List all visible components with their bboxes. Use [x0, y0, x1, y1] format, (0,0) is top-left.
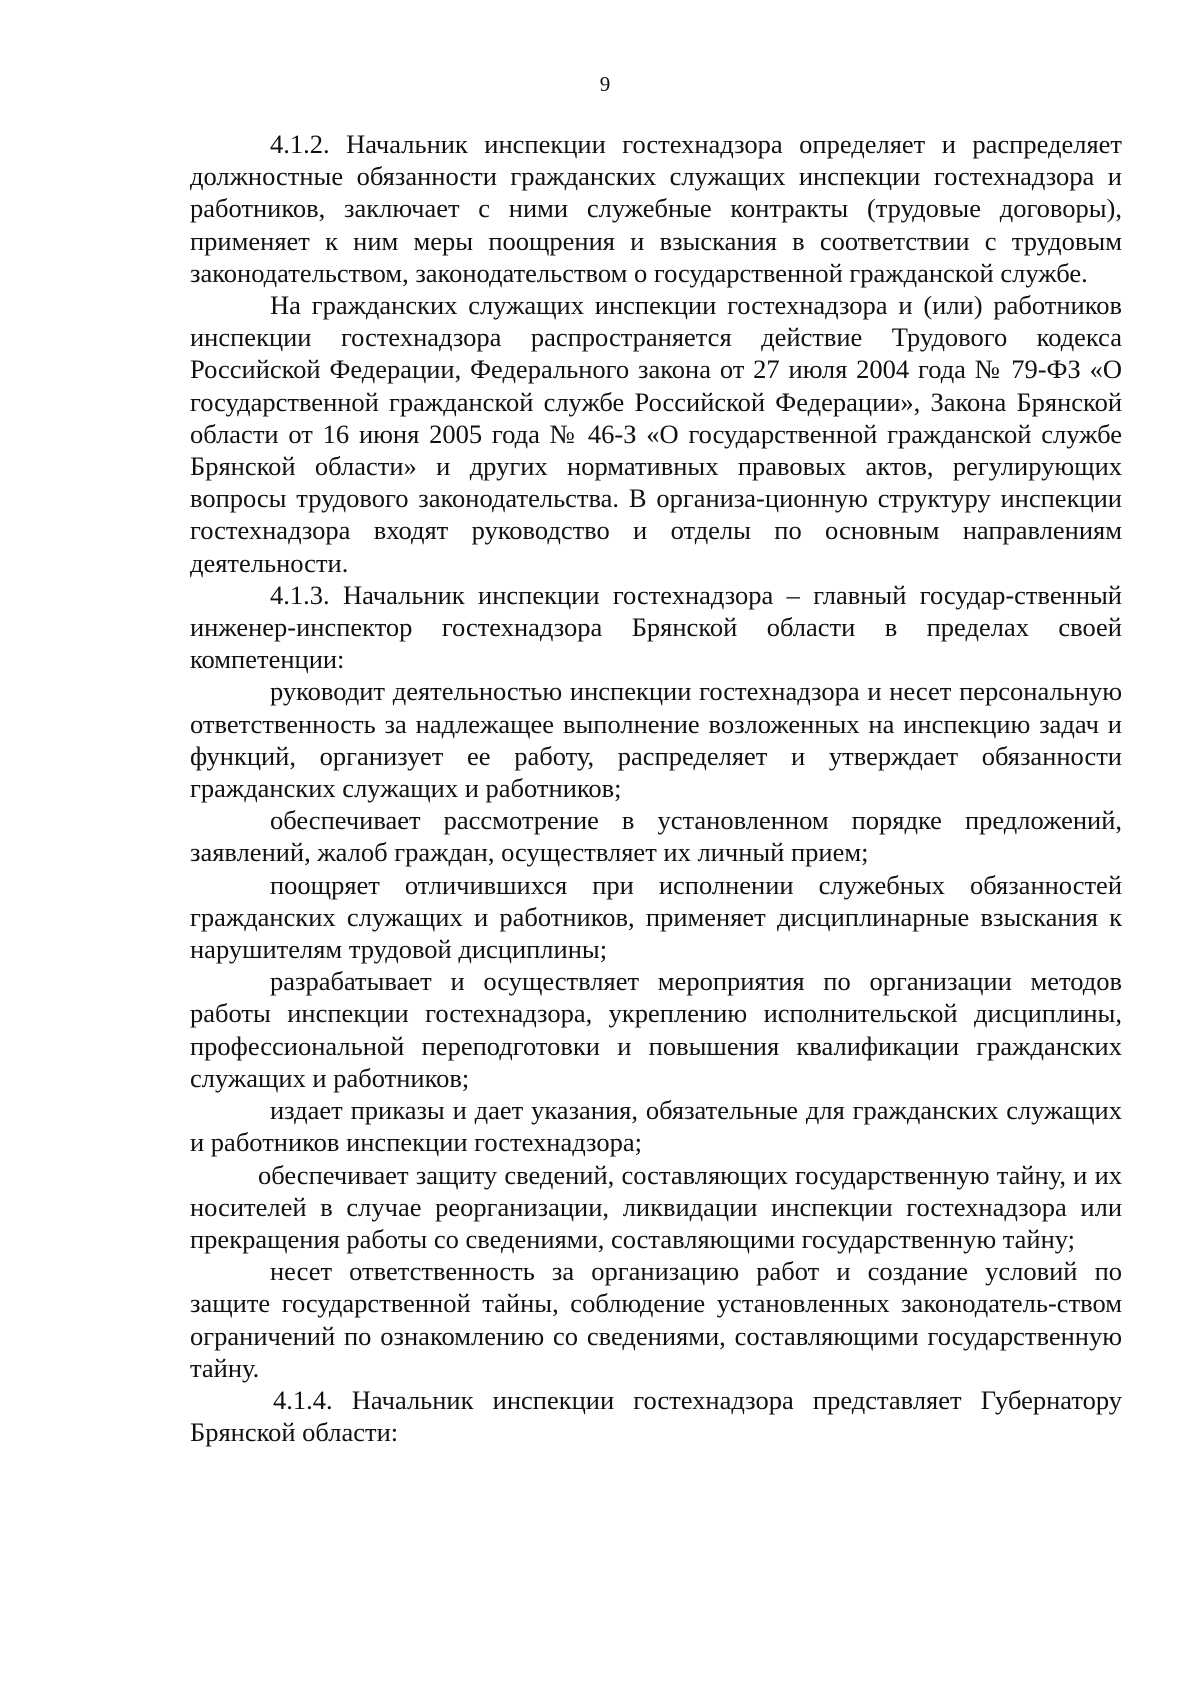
paragraph-4-1-4: 4.1.4. Начальник инспекции гостехнадзора представляет Губернатору Брянской области:	[190, 1384, 1122, 1448]
duty-item-manages: руководит деятельностью инспекции гостехнадзора и несет персональную ответственность за надлежащее выполнение возложенных на инспекцию задач и функций, организует ее работу, распределяет и утверждает обязанности гражданских служащих и работников;	[190, 676, 1122, 804]
paragraph-labor-law: На гражданских служащих инспекции гостехнадзора и (или) работников инспекции гостехнадзора распространяется действие Трудового кодекса Российской Федерации, Федерального закона от 27 июля 2004 года № 79-ФЗ «О государственной гражданской службе Российской Федерации», Закона Брянской области от 16 июня 2005 года № 46-З «О государственной гражданской службе Брянской области» и других нормативных правовых актов, регулирующих вопросы трудового законодательства. В организа-ционную структуру инспекции гостехнадзора входят руководство и отделы по основным направлениям деятельности.	[190, 290, 1122, 578]
duty-item-secret-protection: обеспечивает защиту сведений, составляющих государственную тайну, и их носителей в случае реорганизации, ликвидации инспекции гостехнадзора или прекращения работы со сведениями, составляющими государственную тайну;	[190, 1159, 1122, 1254]
document-body	[190, 128, 1122, 1448]
duty-item-measures: разрабатывает и осуществляет мероприятия по организации методов работы инспекции гостехнадзора, укреплению исполнительской дисциплины, профессиональной переподготовки и повышения квалификации гражданских служащих и работников;	[190, 966, 1122, 1093]
duty-item-orders: издает приказы и дает указания, обязательные для гражданских служащих и работников инспекции гостехнадзора;	[190, 1095, 1122, 1158]
duty-item-rewards: поощряет отличившихся при исполнении служебных обязанностей гражданских служащих и работников, применяет дисциплинарные взыскания к нарушителям трудовой дисциплины;	[190, 869, 1122, 965]
paragraph-4-1-3: 4.1.3. Начальник инспекции гостехнадзора – главный государ-ственный инженер-инспектор гостехнадзора Брянской области в пределах своей компетенции:	[190, 579, 1122, 675]
duty-item-responsibility: несет ответственность за организацию работ и создание условий по защите государственной тайны, соблюдение установленных законодатель-ством ограничений по ознакомлению со сведениями, составляющими государственную тайну.	[190, 1256, 1122, 1383]
duty-item-complaints: обеспечивает рассмотрение в установленном порядке предложений, заявлений, жалоб граждан, осуществляет их личный прием;	[190, 805, 1122, 868]
page-number: 9	[599, 72, 611, 96]
paragraph-4-1-2: 4.1.2. Начальник инспекции гостехнадзора определяет и распределяет должностные обязанности гражданских служащих инспекции гостехнадзора и работников, заключает с ними служебные контракты (трудовые договоры), применяет к ним меры поощрения и взыскания в соответствии с трудовым законодательством, законодательством о государственной гражданской службе.	[190, 129, 1122, 288]
